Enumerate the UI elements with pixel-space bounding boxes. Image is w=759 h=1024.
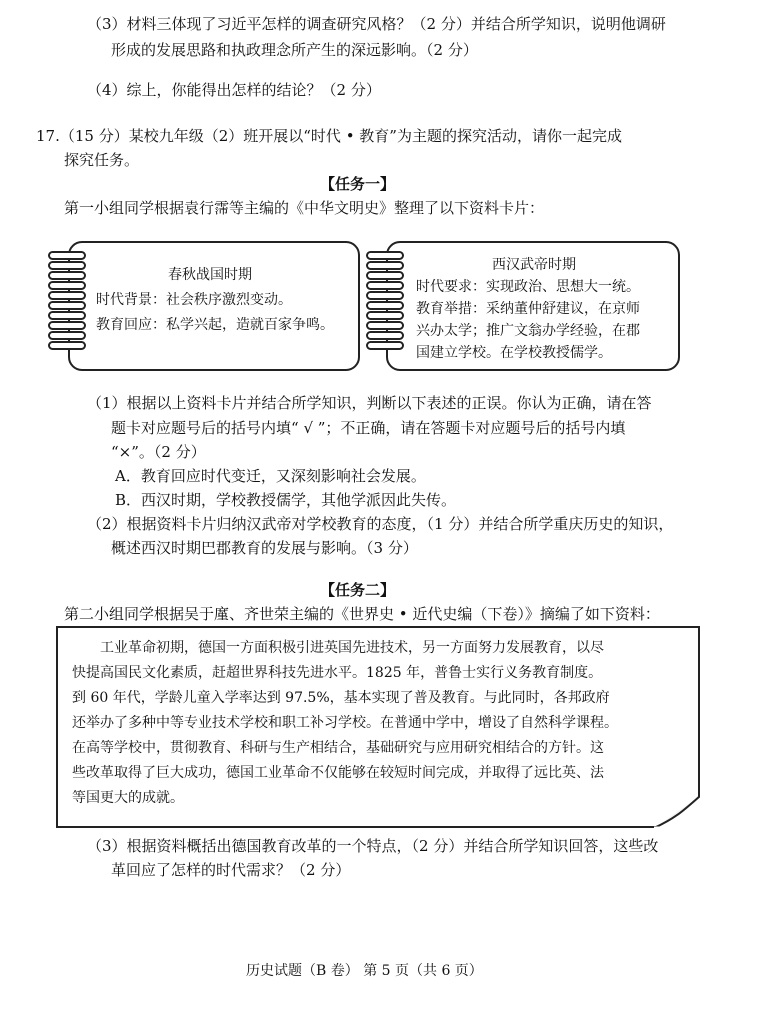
task1-intro: 第一小组同学根据袁行霈等主编的《中华文明史》整理了以下资料卡片： [64, 199, 545, 217]
spiral-binding [366, 251, 408, 350]
q17-intro-line2: 探究任务。 [64, 151, 140, 169]
material-line: 在高等学校中，贯彻教育、科研与生产相结合，基础研究与应用研究相结合的方针。这 [72, 740, 604, 756]
card-spring-autumn [68, 241, 360, 371]
card-right-line4: 国建立学校。在学校教授儒学。 [416, 345, 612, 361]
material-line: 快提高国民文化素质，赶超世界科技先进水平。1825 年，普鲁士实行义务教育制度。 [72, 665, 603, 681]
q17-intro-line1: 17.（15 分）某校九年级（2）班开展以“时代 • 教育”为主题的探究活动，请你一起完成 [36, 127, 622, 145]
q1-line1: （1）根据以上资料卡片并结合所学知识，判断以下表述的正误。你认为正确，请在答 [87, 394, 652, 412]
q3-line1: （3）根据资料概括出德国教育改革的一个特点，（2 分）并结合所学知识回答，这些改 [87, 837, 659, 855]
material-line: 工业革命初期，德国一方面积极引进英国先进技术，另一方面努力发展教育，以尽 [100, 640, 604, 656]
q2-line2: 概述西汉时期巴郡教育的发展与影响。（3 分） [111, 539, 418, 557]
option-b: B．西汉时期，学校教授儒学，其他学派因此失传。 [115, 491, 457, 509]
spiral-binding [48, 251, 90, 350]
q16-sub3-line2: 形成的发展思路和执政理念所产生的深远影响。（2 分） [111, 41, 478, 59]
page-curl-icon [654, 796, 700, 828]
page-footer: 历史试题（B 卷） 第 5 页（共 6 页） [246, 963, 483, 979]
card-left-line1: 时代背景：社会秩序激烈变动。 [96, 292, 292, 308]
card-left-line2: 教育回应：私学兴起，造就百家争鸣。 [96, 317, 334, 333]
card-right-line2: 教育举措：采纳董仲舒建议，在京师 [416, 301, 640, 317]
q16-sub4: （4）综上，你能得出怎样的结论？（2 分） [87, 81, 381, 99]
task1-title: 【任务一】 [320, 175, 396, 193]
card-left-title: 春秋战国时期 [168, 267, 252, 283]
card-right-line1: 时代要求：实现政治、思想大一统。 [416, 279, 640, 295]
card-right-title: 西汉武帝时期 [492, 257, 576, 273]
q1-line3: “×”。（2 分） [111, 443, 206, 461]
q3-line2: 革回应了怎样的时代需求？（2 分） [111, 861, 351, 879]
q1-line2: 题卡对应题号后的括号内填“ √ ”；不正确，请在答题卡对应题号后的括号内填 [111, 419, 626, 437]
task2-intro: 第二小组同学根据吴于廑、齐世荣主编的《世界史 • 近代史编（下卷）》摘编了如下资料： [64, 605, 660, 623]
q2-line1: （2）根据资料卡片归纳汉武帝对学校教育的态度，（1 分）并结合所学重庆历史的知识， [87, 515, 674, 533]
q16-sub3-line1: （3）材料三体现了习近平怎样的调查研究风格？（2 分）并结合所学知识，说明他调研 [87, 15, 666, 33]
task2-title: 【任务二】 [320, 581, 396, 599]
material-line: 到 60 年代，学龄儿童入学率达到 97.5%，基本实现了普及教育。与此同时，各邦政府 [72, 690, 610, 706]
material-line: 等国更大的成就。 [72, 790, 184, 806]
card-western-han [386, 241, 680, 371]
option-a: A．教育回应时代变迁，又深刻影响社会发展。 [115, 467, 426, 485]
material-line: 些改革取得了巨大成功，德国工业革命不仅能够在较短时间完成，并取得了远比英、法 [72, 765, 604, 781]
material-line: 还举办了多种中等专业技术学校和职工补习学校。在普通中学中，增设了自然科学课程。 [72, 715, 618, 731]
material-box [56, 626, 700, 828]
card-right-line3: 兴办太学；推广文翁办学经验，在郡 [416, 323, 640, 339]
